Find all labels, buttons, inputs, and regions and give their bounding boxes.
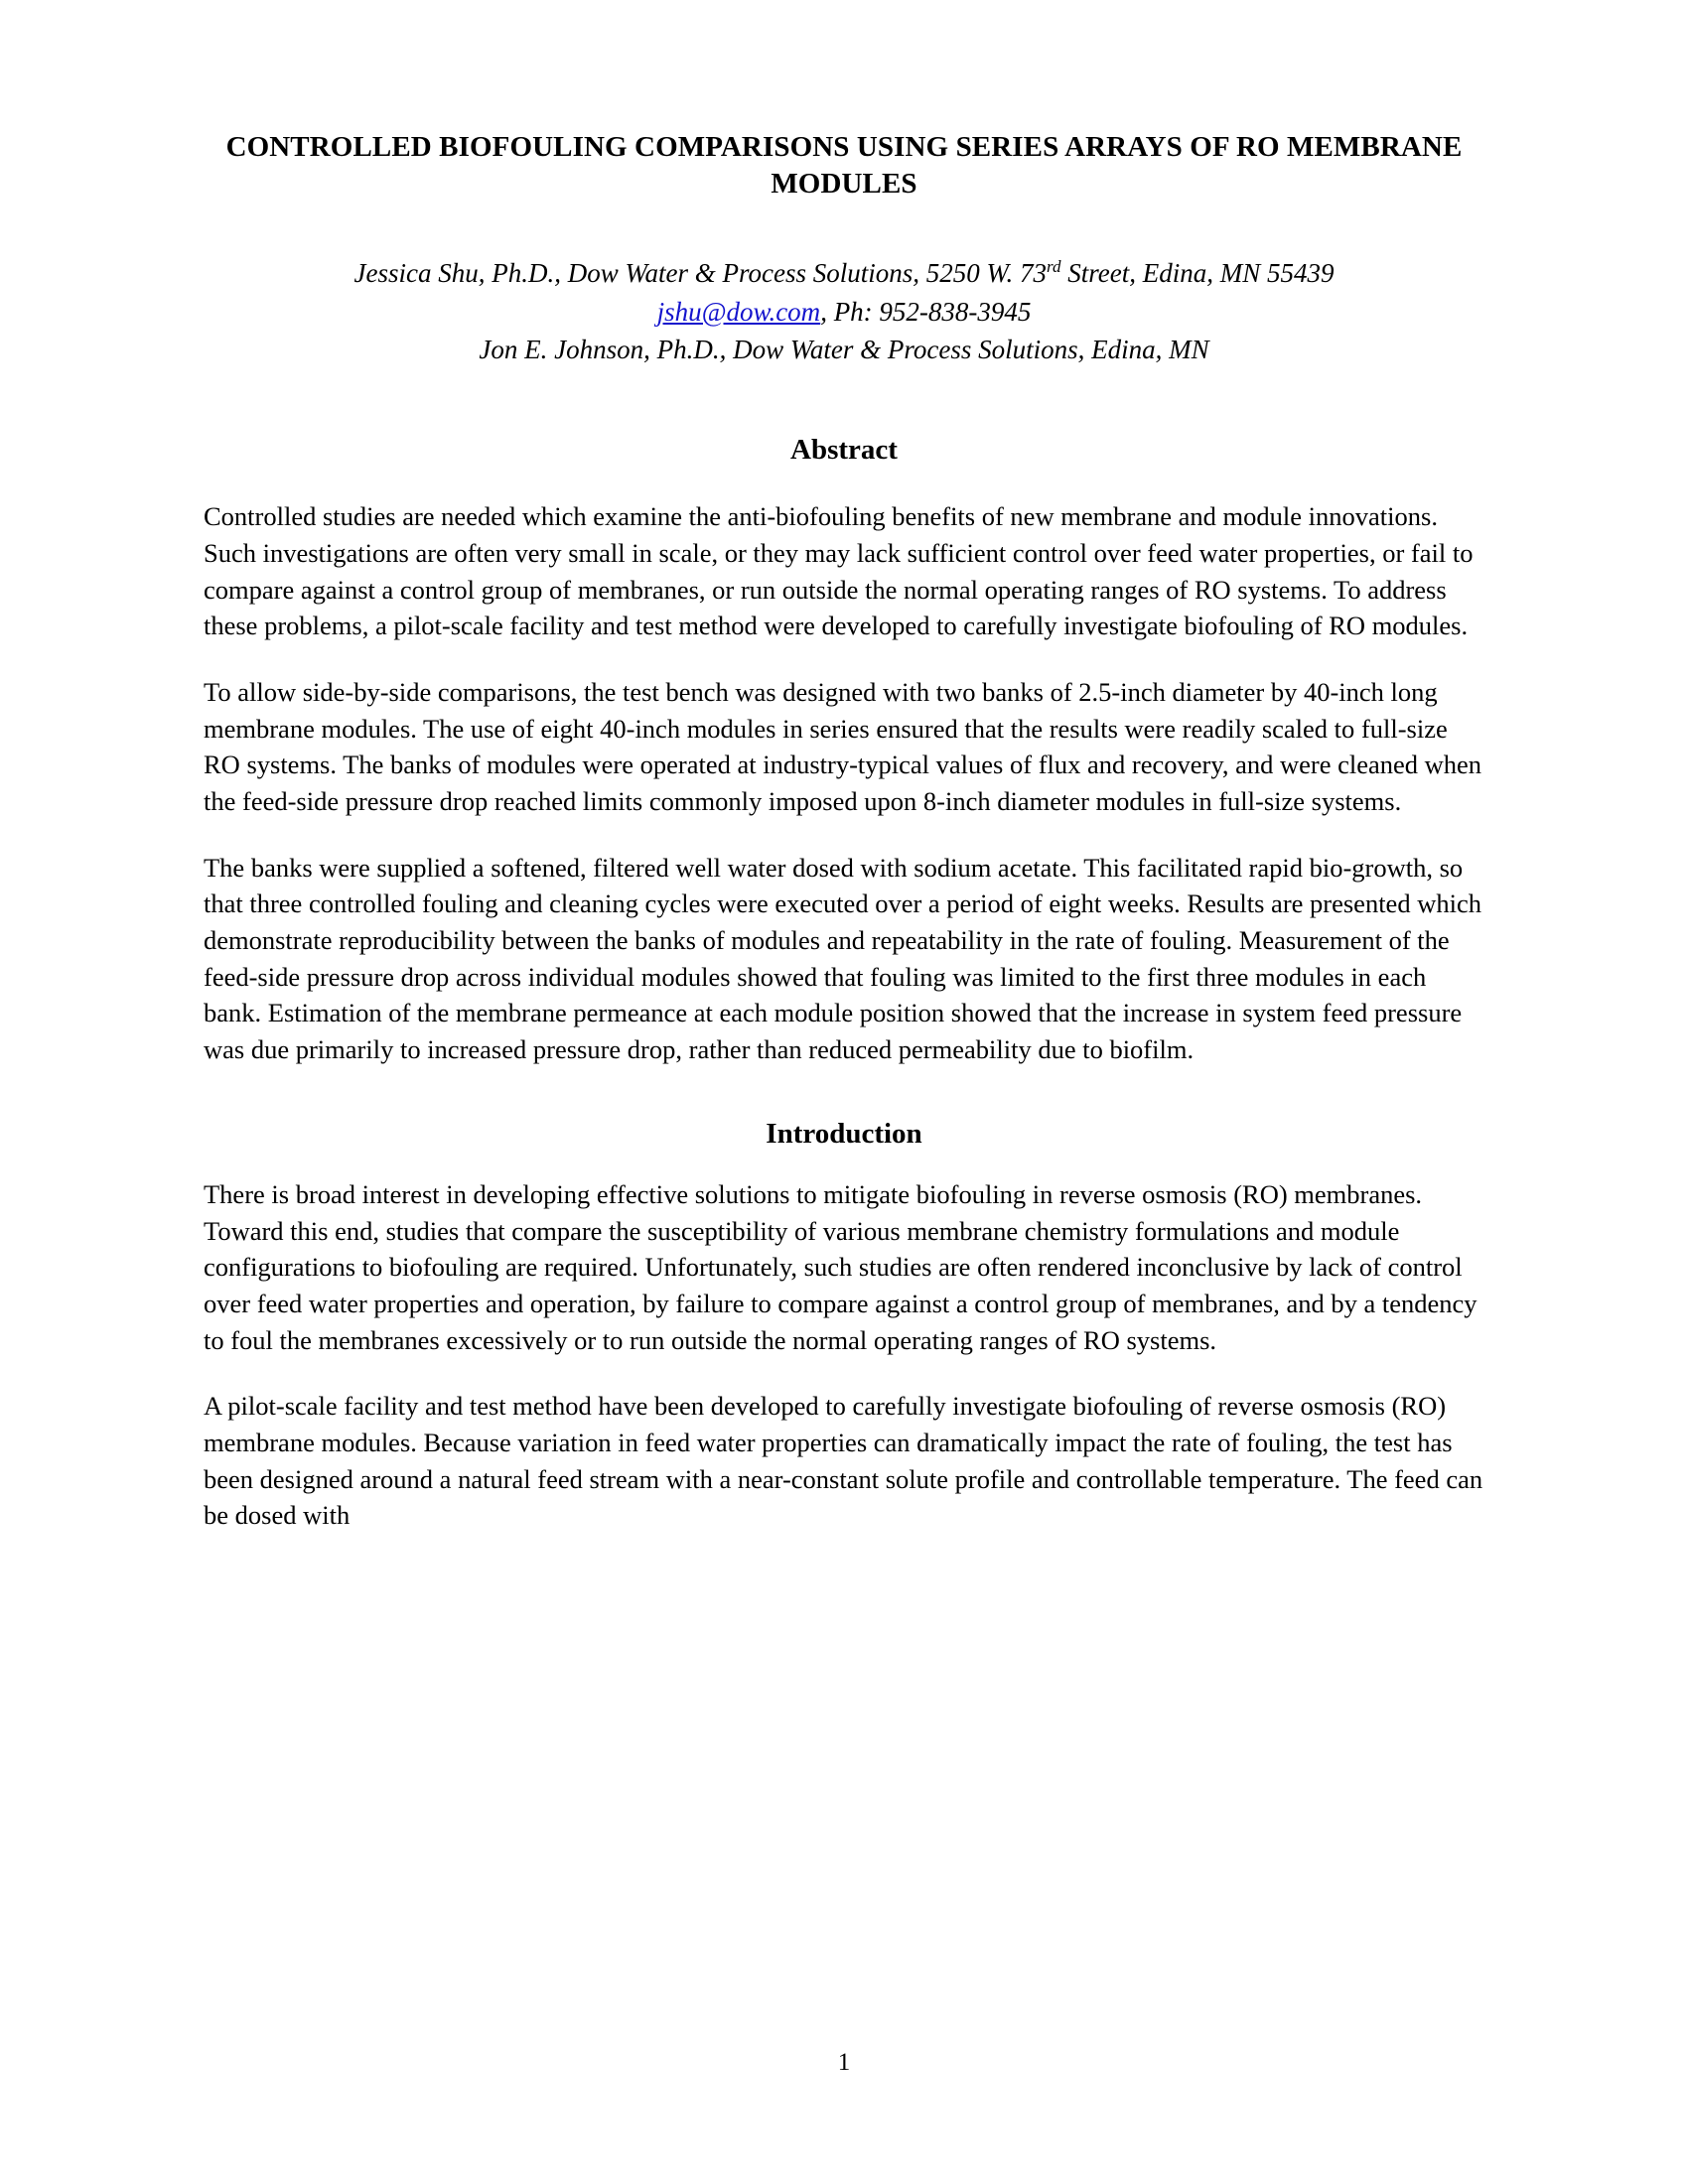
abstract-paragraph-1: Controlled studies are needed which examine the anti-biofouling benefits of new membrane and module innovations. Such investigations are often very small in scale, or they may lack sufficient control over feed water properties, or fail to compare against a control group of membranes, or run outside the normal operating ranges of RO systems. To address these problems, a pilot-scale facility and test method were developed to carefully investigate biofouling of RO modules.	[204, 501, 1474, 641]
author-contact-line	[204, 293, 1484, 331]
introduction-paragraph-1: There is broad interest in developing effective solutions to mitigate biofouling in reverse osmosis (RO) membranes. Toward this end, studies that compare the susceptibility of various membrane chemistry formulations and module configurations to biofouling are required. Unfortunately, such studies are often rendered inconclusive by lack of control over feed water properties and operation, by failure to compare against a control group of membranes, and by a tendency to foul the membranes excessively or to run outside the normal operating ranges of RO systems.	[204, 1178, 1477, 1355]
page-title: CONTROLLED BIOFOULING COMPARISONS USING SERIES ARRAYS OF RO MEMBRANE MODULES	[225, 131, 1463, 201]
author-phone-text: , Ph: 952-838-3945	[820, 296, 1032, 327]
introduction-paragraph-2: A pilot-scale facility and test method have been developed to carefully investigate biofouling of reverse osmosis (RO) membrane modules. Because variation in feed water properties can dramatically impact the rate of fouling, the test has been designed around a natural feed stream with a near-constant solute profile and controllable temperature. The feed can be dosed with	[204, 1391, 1483, 1531]
author-line-1-suffix: Street, Edina, MN 55439	[1060, 258, 1335, 289]
document-body	[204, 129, 1484, 1534]
ordinal-superscript: rd	[1047, 257, 1061, 277]
section-heading-abstract: Abstract	[790, 434, 898, 467]
author-line-1	[204, 254, 1484, 292]
section-heading-introduction: Introduction	[766, 1117, 922, 1150]
abstract-paragraph-2: To allow side-by-side comparisons, the test bench was designed with two banks of 2.5-inch diameter by 40-inch long membrane modules. The use of eight 40-inch modules in series ensured that the results were readily scaled to full-size RO systems. The banks of modules were operated at industry-typical values of flux and recovery, and were cleaned when the feed-side pressure drop reached limits commonly imposed upon 8-inch diameter modules in full-size systems.	[204, 676, 1482, 817]
abstract-paragraph-3: The banks were supplied a softened, filtered well water dosed with sodium acetate. This facilitated rapid bio-growth, so that three controlled fouling and cleaning cycles were executed over a period of eight weeks. Results are presented which demonstrate reproducibility between the banks of modules and repeatability in the rate of fouling. Measurement of the feed-side pressure drop across individual modules showed that fouling was limited to the first three modules in each bank. Estimation of the membrane permeance at each module position showed that the increase in system feed pressure was due primarily to increased pressure drop, rather than reduced permeability due to biofilm.	[204, 852, 1481, 1065]
author-affiliation-block	[204, 254, 1484, 368]
author-line-1-text: Jessica Shu, Ph.D., Dow Water & Process Solutions, 5250 W. 73	[353, 258, 1047, 289]
author-email-link[interactable]: jshu@dow.com	[656, 296, 821, 327]
author-line-3: Jon E. Johnson, Ph.D., Dow Water & Process Solutions, Edina, MN	[479, 334, 1209, 364]
page-number: 1	[837, 2049, 851, 2076]
